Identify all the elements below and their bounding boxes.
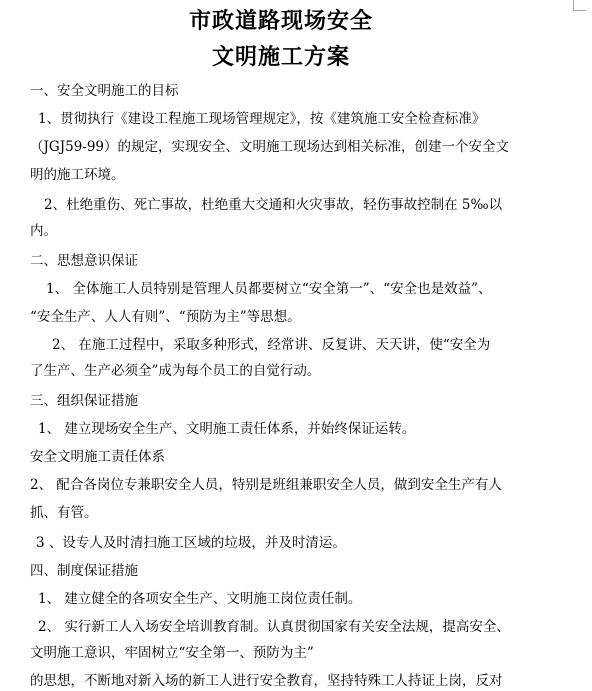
paragraph-line: “安全生产、人人有则”、“预防为主”等思想。 — [30, 309, 301, 325]
paragraph-line: 3 、设专人及时清扫施工区域的垃圾，并及时清运。 — [36, 535, 346, 551]
page-corner-mark — [573, 0, 586, 11]
section-heading: 二、思想意识保证 — [30, 253, 138, 269]
paragraph-line: 抓、有管。 — [30, 505, 98, 521]
paragraph-line: 2、杜绝重伤、死亡事故，杜绝重大交通和火灾事故，轻伤事故控制在 5‰以 — [44, 197, 503, 213]
paragraph-line: 2、 配合各岗位专兼职安全人员，特别是班组兼职安全人员，做到安全生产有人 — [30, 477, 502, 493]
section-heading: 一、安全文明施工的目标 — [30, 83, 179, 99]
paragraph-line: 1、贯彻执行《建设工程施工现场管理规定》，按《建筑施工安全检查标准》 — [38, 111, 486, 127]
paragraph-line: 2、 在施工过程中，采取多种形式，经常讲、反复讲、天天讲，使“安全为 — [52, 337, 491, 353]
paragraph-line: 安全文明施工责任体系 — [30, 449, 165, 465]
paragraph-line: 2、 实行新工人入场安全培训教育制。认真贯彻国家有关安全法规，提高安全、 — [38, 619, 510, 635]
paragraph-line: （JGJ59-99）的规定，实现安全、文明施工现场达到相关标准，创建一个安全文 — [30, 139, 510, 155]
paragraph-line: 了生产、生产必须全”成为每个员工的自觉行动。 — [30, 363, 321, 379]
document-title-line-1: 市政道路现场安全 — [188, 8, 373, 34]
paragraph-line: 1、 全体施工人员特别是管理人员都要树立“安全第一”、“安全也是效益”、 — [46, 281, 492, 297]
paragraph-line: 的思想，不断地对新入场的新工人进行安全教育，坚持特殊工人持证上岗，反对 — [30, 673, 503, 689]
paragraph-line: 明的施工环境。 — [30, 167, 125, 183]
document-title-line-2: 文明施工方案 — [211, 44, 350, 70]
paragraph-line: 文明施工意识，牢固树立“安全第一、预防为主” — [30, 645, 314, 661]
section-heading: 三、组织保证措施 — [30, 393, 138, 409]
paragraph-line: 内。 — [30, 223, 57, 239]
section-heading: 四、制度保证措施 — [30, 563, 138, 579]
paragraph-line: 1、 建立现场安全生产、文明施工责任体系，并始终保证运转。 — [38, 421, 416, 437]
paragraph-line: 1、 建立健全的各项安全生产、文明施工岗位责任制。 — [38, 591, 362, 607]
